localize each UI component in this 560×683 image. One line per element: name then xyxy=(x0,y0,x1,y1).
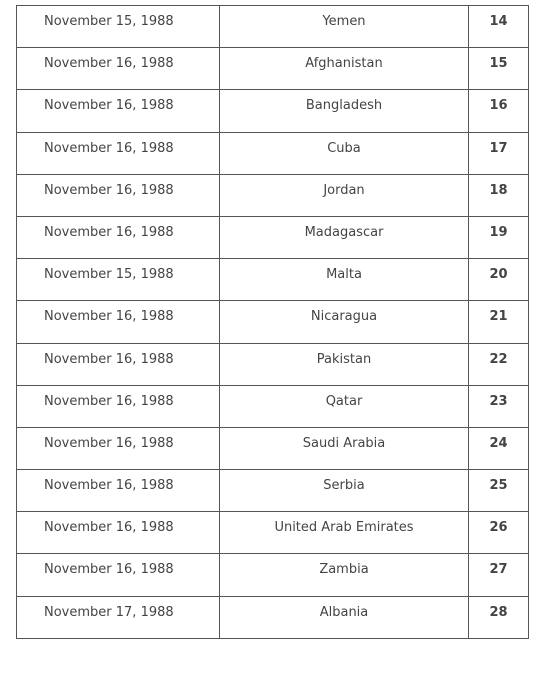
recognition-table xyxy=(16,5,529,639)
table-row xyxy=(17,512,529,554)
table-row xyxy=(17,470,529,512)
order-cell: 14 xyxy=(469,6,529,48)
table-row xyxy=(17,259,529,301)
date-cell: November 16, 1988 xyxy=(17,132,220,174)
date-cell: November 16, 1988 xyxy=(17,427,220,469)
country-cell: Bangladesh xyxy=(220,90,469,132)
order-cell: 28 xyxy=(469,596,529,638)
order-cell: 15 xyxy=(469,48,529,90)
country-cell: Nicaragua xyxy=(220,301,469,343)
country-cell: Afghanistan xyxy=(220,48,469,90)
date-cell: November 16, 1988 xyxy=(17,48,220,90)
country-cell: Yemen xyxy=(220,6,469,48)
table-row xyxy=(17,174,529,216)
country-cell: Malta xyxy=(220,259,469,301)
table-row xyxy=(17,216,529,258)
date-cell: November 16, 1988 xyxy=(17,343,220,385)
table-row xyxy=(17,6,529,48)
order-cell: 19 xyxy=(469,216,529,258)
country-cell: United Arab Emirates xyxy=(220,512,469,554)
country-cell: Pakistan xyxy=(220,343,469,385)
country-cell: Serbia xyxy=(220,470,469,512)
table-row xyxy=(17,132,529,174)
date-cell: November 16, 1988 xyxy=(17,554,220,596)
table-row xyxy=(17,427,529,469)
date-cell: November 15, 1988 xyxy=(17,259,220,301)
order-cell: 23 xyxy=(469,385,529,427)
date-cell: November 16, 1988 xyxy=(17,174,220,216)
date-cell: November 16, 1988 xyxy=(17,216,220,258)
table-row xyxy=(17,596,529,638)
country-cell: Zambia xyxy=(220,554,469,596)
order-cell: 20 xyxy=(469,259,529,301)
date-cell: November 17, 1988 xyxy=(17,596,220,638)
table-row xyxy=(17,301,529,343)
date-cell: November 16, 1988 xyxy=(17,301,220,343)
order-cell: 18 xyxy=(469,174,529,216)
table-row xyxy=(17,90,529,132)
order-cell: 25 xyxy=(469,470,529,512)
date-cell: November 16, 1988 xyxy=(17,385,220,427)
country-cell: Jordan xyxy=(220,174,469,216)
country-cell: Qatar xyxy=(220,385,469,427)
order-cell: 24 xyxy=(469,427,529,469)
date-cell: November 16, 1988 xyxy=(17,512,220,554)
order-cell: 21 xyxy=(469,301,529,343)
date-cell: November 16, 1988 xyxy=(17,470,220,512)
country-cell: Albania xyxy=(220,596,469,638)
country-cell: Madagascar xyxy=(220,216,469,258)
order-cell: 26 xyxy=(469,512,529,554)
country-cell: Cuba xyxy=(220,132,469,174)
order-cell: 22 xyxy=(469,343,529,385)
order-cell: 17 xyxy=(469,132,529,174)
table-row xyxy=(17,554,529,596)
table-body xyxy=(17,6,529,639)
date-cell: November 16, 1988 xyxy=(17,90,220,132)
order-cell: 16 xyxy=(469,90,529,132)
table-row xyxy=(17,343,529,385)
date-cell: November 15, 1988 xyxy=(17,6,220,48)
table-row xyxy=(17,48,529,90)
country-cell: Saudi Arabia xyxy=(220,427,469,469)
table-row xyxy=(17,385,529,427)
order-cell: 27 xyxy=(469,554,529,596)
